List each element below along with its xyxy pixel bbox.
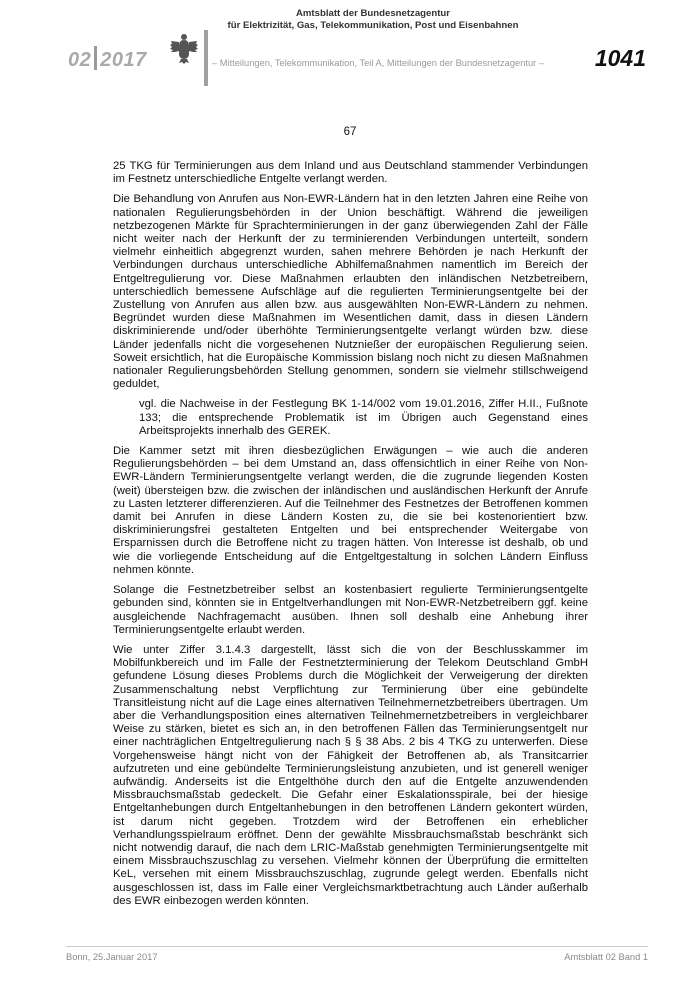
body-text [113,160,588,915]
page-number: 1041 [594,45,646,71]
paragraph: Die Kammer setzt mit ihren diesbezüglichen Erwägungen – wie auch die anderen Regulierungsbehörden – bei dem Umstand an, dass offensichtlich in einer Reihe von Non-EWR-Ländern Terminierungsentgelte verlangt werden, die die zugrunde liegenden Kosten (weit) übersteigen bzw. die zwischen der inländischen und ausländischen Herkunft der Anrufe zu Lasten letzterer differenzieren. Auf die Teilnehmer des Festnetzes der Betroffenen kommen damit bei Anrufen in diese Ländern Kosten zu, die sie bei kostenorientiert bzw. diskriminierungsfrei gestalteten Entgelten und bei entsprechender Weitergabe von Ersparnissen durch die Betroffene nicht zu tragen hätten. Von Interesse ist deshalb, ob und wie die vorliegende Entscheidung auf die Entgeltgestaltung in solchen Ländern Einfluss nehmen könnte. [113,445,588,576]
publication-title [212,8,534,32]
header-divider [204,30,208,86]
footer-date: Bonn, 25.Januar 2017 [66,952,158,962]
paragraph: Die Behandlung von Anrufen aus Non-EWR-Ländern hat in den letzten Jahren eine Reihe von nationalen Regulierungsbehörden in der Union beschäftigt. Während die jeweiligen netzbezogenen Märkte für Sprachterminierungen in der ganz überwiegenden Zahl der Fälle nicht weiter nach der Herkunft der zu terminierenden Verbindungen unterteilt, sondern vielmehr einheitlich abgegrenzt wurden, sahen mehrere Behörden je nach Herkunft der Verbindungen durchaus unterschiedliche Abhilfemaßnahmen namentlich im Bereich der Entgeltregulierung vor. Diese Maßnahmen erlaubten den inländischen Netzbetreibern, unterschiedlich bemessene Aufschläge auf die regulierten Terminierungsentgelte bei der Zustellung von Anrufen aus allen bzw. aus ausgewählten Non-EWR-Ländern zu nehmen. Begründet wurden diese Maßnahmen im Wesentlichen damit, dass in diesen Ländern diskriminierende und/oder überhöhte Terminierungsentgelte verlangt würden bzw. diese Länder jedenfalls nicht die vorgesehenen Nutznießer der europäischen Regulierung seien. Soweit ersichtlich, hat die Europäische Kommission bislang noch nicht zu diesen Maßnahmen nationaler Regulierungsbehörden Stellung genommen, sondern sie vielmehr stillschweigend geduldet, [113,193,588,391]
federal-eagle-icon [170,32,198,64]
issue-number: 02 [68,49,92,71]
issue-label [68,46,147,72]
citation-paragraph: vgl. die Nachweise in der Festlegung BK 1-14/002 vom 19.01.2016, Ziffer H.II., Fußnote 133; die entsprechende Problematik ist im Übrigen auch Gegenstand eines Arbeitsprojekts innerhalb des GEREK. [139,398,588,437]
paragraph: Wie unter Ziffer 3.1.4.3 dargestellt, lässt sich die von der Beschlusskammer im Mobilfunkbereich und im Falle der Festnetzterminierung der Telekom Deutschland GmbH gefundene Lösung dieses Problems durch die Möglichkeit der Verweigerung der direkten Zusammenschaltung nebst Verpflichtung zur Terminierung über eine gebündelte Transitleistung nicht auf die Lage eines alternativen Teilnehmernetzbetreibers übertragen. Um aber die Verhandlungsposition eines alternativen Teilnehmernetzbetreibers in vergleichbarer Weise zu stärken, bietet es sich an, in den betroffenen Fällen das Terminierungsentgelt nur einer nachträglichen Entgeltregulierung nach § § 38 Abs. 2 bis 4 TKG zu unterwerfen. Diese Vorgehensweise hängt nicht von der Fähigkeit der Betroffenen ab, als Transitcarrier aufzutreten und eine gebündelte Terminierungsleistung anzubieten, und ist generell weniger aufwändig. Anderseits ist die Entgelthöhe durch den auf die Entgelte anzuwendenden Missbrauchsmaßstab gedeckelt. Die Gefahr einer Eskalationsspirale, bei der hiesige Entgeltanhebungen durch Entgeltanhebungen in den betroffenen Ländern gekontert würden, ist darum nicht gegeben. Trotzdem wird der Betroffenen ein erheblicher Verhandlungsspielraum eröffnet. Denn der gewählte Missbrauchsmaßstab beschränkt sich nicht notwendig darauf, die nach dem LRIC-Maßstab genehmigten Terminierungsentgelte mit einem Missbrauchszuschlag zu versehen. Vielmehr können der Überprüfung die ermittelten KeL, versehen mit einem Missbrauchszuschlag, zugrunde gelegt werden. Ebenfalls nicht ausgeschlossen ist, dass im Falle einer Vergleichsmarktbetrachtung auch Länder außerhalb des EWR einbezogen werden könnten. [113,643,588,907]
inner-page-number: 67 [343,126,357,138]
publication-subtitle: – Mitteilungen, Telekommunikation, Teil A, Mitteilungen der Bundesnetzagentur – [212,58,544,68]
paragraph: Solange die Festnetzbetreiber selbst an kostenbasiert regulierte Terminierungsentgelte gebunden sind, könnten sie in Entgeltverhandlungen mit Non-EWR-Netzbetreibern ggf. keine ausgleichende Nachfragemacht ausüben. Ihnen soll deshalb eine Anhebung ihrer Terminierungsentgelte erlaubt werden. [113,584,588,636]
issue-separator [94,46,97,70]
footer-divider [66,946,648,947]
issue-year: 2017 [100,49,147,71]
footer-issue: Amtsblatt 02 Band 1 [564,952,648,962]
publication-title-line1: Amtsblatt der Bundesnetzagentur [295,8,451,19]
publication-title-line2: für Elektrizität, Gas, Telekommunikation, Post und Eisenbahnen [227,20,519,31]
paragraph: 25 TKG für Terminierungen aus dem Inland und aus Deutschland stammender Verbindungen im Festnetz unterschiedliche Entgelte verlangt werden. [113,160,588,186]
